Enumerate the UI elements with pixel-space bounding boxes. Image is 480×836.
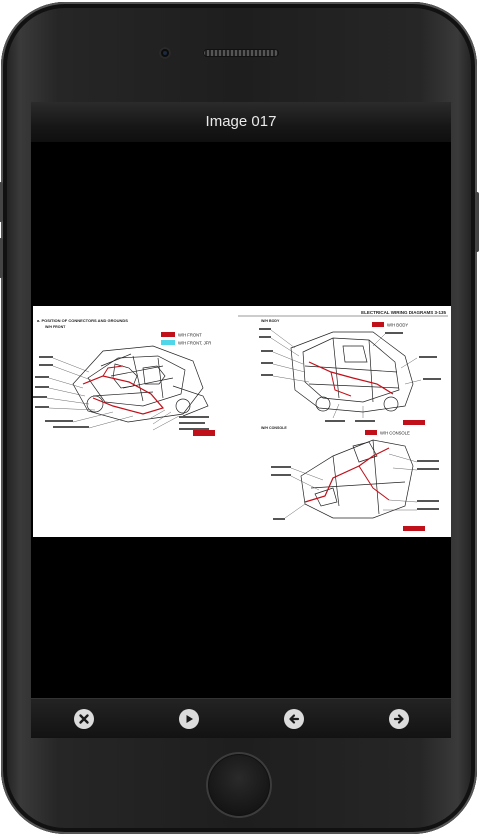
volume-up-button: [0, 182, 3, 222]
body-page-tag: [403, 420, 425, 425]
front-page-tag: [193, 430, 215, 436]
front-section-label: W/H FRONT: [45, 325, 66, 329]
console-page-tag: [403, 526, 425, 531]
legend-front-jfr-text: W/H FRONT, JFR: [178, 340, 212, 346]
body-section-label: W/H BODY: [261, 319, 280, 323]
arrow-left-circle-icon[interactable]: [284, 709, 304, 729]
close-circle-icon[interactable]: [74, 709, 94, 729]
body-harness-sketch: [291, 332, 413, 412]
legend-front-jfr-swatch: [161, 340, 175, 345]
home-button[interactable]: [206, 752, 272, 818]
title-bar: [31, 102, 451, 143]
legend-front-text: W/H FRONT: [178, 332, 202, 338]
front-harness-sketch: [73, 346, 208, 422]
wiring-diagram-image[interactable]: [33, 306, 451, 537]
wiring-diagram-drawing: [33, 306, 451, 537]
phone-frame: [1, 2, 477, 834]
console-section-label: W/H CONSOLE: [261, 426, 287, 430]
volume-down-button: [0, 238, 3, 278]
earpiece-speaker: [203, 49, 279, 57]
diagram-page-header: ELECTRICAL WIRING DIAGRAMS 3-135: [361, 310, 446, 315]
power-button: [475, 192, 479, 252]
screen: [31, 102, 451, 738]
arrow-right-circle-icon[interactable]: [389, 709, 409, 729]
legend-console-swatch: [365, 430, 377, 435]
legend-body-text: W/H BODY: [387, 322, 409, 328]
bottom-toolbar: [31, 698, 451, 738]
image-title: Image 017: [205, 113, 277, 130]
image-viewer[interactable]: [31, 142, 451, 698]
legend-console-text: W/H CONSOLE: [380, 430, 410, 436]
console-harness-sketch: [301, 440, 413, 518]
diagram-section-heading: a. POSITION OF CONNECTORS AND GROUNDS: [37, 318, 128, 323]
legend-body-swatch: [372, 322, 384, 327]
play-circle-icon[interactable]: [179, 709, 199, 729]
front-camera: [159, 47, 171, 59]
legend-front-swatch: [161, 332, 175, 337]
